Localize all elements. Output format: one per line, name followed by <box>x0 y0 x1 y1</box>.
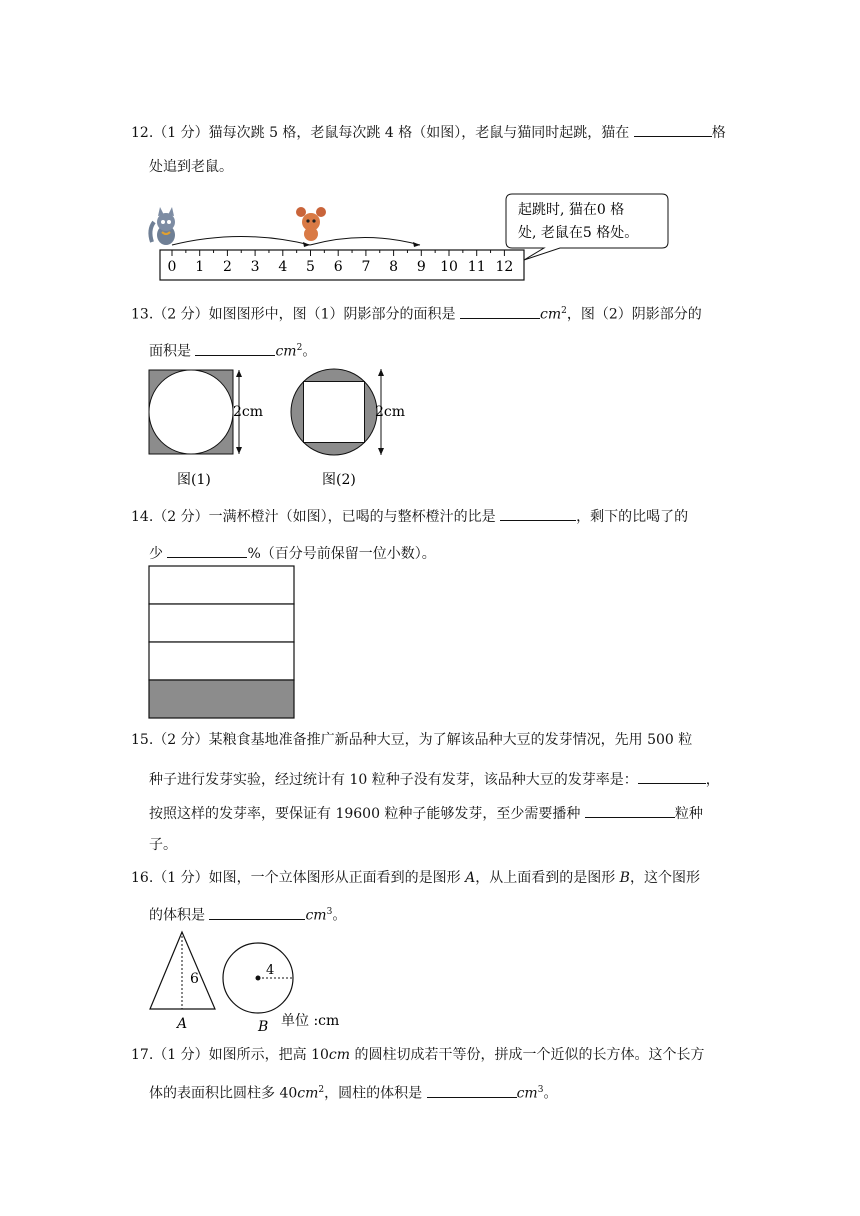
fig2-dim-label: 2cm <box>375 404 406 420</box>
ruler-tick-label: 11 <box>467 259 486 275</box>
q17-unit-2: cm <box>297 1085 319 1102</box>
q17-score: （1 分） <box>153 1047 209 1063</box>
q16-unit: cm <box>305 907 327 924</box>
q14-text-b: ，剩下的比喝了的 <box>576 509 689 525</box>
mouse-jump-arc <box>310 238 420 246</box>
cup-segment-shaded <box>149 680 294 718</box>
q17-text-b: 的圆柱切成若干等份，拼成一个近似的长方体。这个长方 <box>350 1047 705 1063</box>
q15-text-b: 种子进行发芽实验，经过统计有 10 粒种子没有发芽，该品种大豆的发芽率是： <box>149 772 638 788</box>
q13-line1 <box>131 301 702 325</box>
ruler-tick-label: 2 <box>222 259 232 275</box>
q17-text-c: 体的表面积比圆柱多 40 <box>149 1085 298 1102</box>
q16-line2 <box>149 902 346 926</box>
q17-sup-2: 2 <box>318 1085 325 1095</box>
q13-text-d: 。 <box>302 343 317 360</box>
ruler-tick-label: 1 <box>195 259 205 275</box>
cup-segment-3 <box>149 642 294 680</box>
q17-text-e: 。 <box>543 1085 558 1102</box>
q16-text-a: 如图，一个立体图形从正面看到的是图形 <box>208 870 466 886</box>
mouse-icon <box>296 207 326 241</box>
q16-text-d: 的体积是 <box>149 907 210 924</box>
q14-score: （2 分） <box>153 509 209 525</box>
q12-text-a: 猫每次跳 5 格，老鼠每次跳 4 格（如图），老鼠与猫同时起跳，猫在 <box>208 125 634 141</box>
q13-answer-blank-1[interactable] <box>460 302 540 319</box>
q13-unit-sup-1: 2 <box>561 306 567 316</box>
q12-ruler-figure <box>140 192 680 287</box>
q13-number: 13. <box>131 306 154 323</box>
ruler-tick-label: 10 <box>440 259 458 275</box>
q12-text-c: 处追到老鼠。 <box>149 159 233 175</box>
q17-text-a: 如图所示，把高 10 <box>208 1047 329 1063</box>
q12-answer-blank[interactable] <box>634 120 712 137</box>
q15-number: 15. <box>131 732 154 748</box>
cup-segment-1 <box>149 566 294 604</box>
unit-note: 单位 :cm <box>281 1013 340 1029</box>
q15-text-d: 按照这样的发芽率，要保证有 19600 粒种子能够发芽，至少需要播种 <box>149 806 585 822</box>
figure-b-label: B <box>258 1019 269 1035</box>
ruler-tick-label: 12 <box>495 259 514 275</box>
q16-text-e: 。 <box>332 907 347 924</box>
q16-unit-sup: 3 <box>326 907 333 917</box>
q14-line2 <box>149 541 436 564</box>
q17-unit-1: cm <box>328 1047 351 1063</box>
q16-var-a: A <box>465 870 476 886</box>
ruler-tick-label: 4 <box>278 259 288 275</box>
fig1-caption: 图(1) <box>177 472 211 488</box>
q17-line2 <box>149 1080 557 1104</box>
q12-line1 <box>131 120 726 143</box>
cat-icon <box>150 207 175 245</box>
q16-score: （1 分） <box>153 870 209 886</box>
q15-answer-blank-2[interactable] <box>585 801 675 818</box>
cone-height-label: 6 <box>190 971 199 987</box>
q14-answer-blank-1[interactable] <box>500 504 576 521</box>
q13-score: （2 分） <box>153 306 209 323</box>
ruler-tick-label: 9 <box>416 259 426 275</box>
ruler-tick-label: 6 <box>333 259 343 275</box>
callout-line2: 处, 老鼠在5 格处。 <box>518 225 639 241</box>
q13-unit-sup-2: 2 <box>296 343 303 353</box>
q13-text-c: 面积是 <box>149 343 196 360</box>
q13-line2 <box>149 338 316 362</box>
q14-line1 <box>131 504 688 527</box>
q12-number: 12. <box>131 125 154 141</box>
q13-unit-2: cm <box>275 343 297 360</box>
circle-radius-label: 4 <box>266 963 275 978</box>
q14-answer-blank-2[interactable] <box>167 541 247 558</box>
q13-figures <box>145 366 425 491</box>
fig1-circle <box>149 370 233 454</box>
q14-text-a: 一满杯橙汁（如图），已喝的与整杯橙汁的比是 <box>208 509 501 525</box>
q14-number: 14. <box>131 509 154 525</box>
q17-text-d: ，圆柱的体积是 <box>324 1085 427 1102</box>
ruler-tick-label: 8 <box>389 259 399 275</box>
ruler-tick-label: 3 <box>250 259 260 275</box>
q16-text-b: ，从上面看到的是图形 <box>475 870 620 886</box>
cat-jump-arc <box>172 237 310 246</box>
q16-var-b: B <box>619 870 630 886</box>
q15-score: （2 分） <box>153 732 209 748</box>
q16-line1 <box>131 868 700 888</box>
q15-text-c: ， <box>705 772 720 788</box>
figure-a-label: A <box>177 1016 188 1032</box>
q13-text-b: ，图（2）阴影部分的 <box>566 306 702 323</box>
q17-sup-3: 3 <box>537 1085 544 1095</box>
q15-line3 <box>149 801 703 824</box>
cup-segment-2 <box>149 604 294 642</box>
q14-text-c: 少 <box>149 546 168 562</box>
q15-answer-blank-1[interactable] <box>638 767 706 784</box>
ruler-tick-label: 7 <box>361 259 371 275</box>
q16-answer-blank[interactable] <box>209 903 305 920</box>
q12-line2 <box>149 157 233 177</box>
q17-line1 <box>131 1045 704 1065</box>
q16-figures <box>145 928 365 1036</box>
q17-answer-blank[interactable] <box>427 1081 517 1098</box>
fig1-dim-label: 2cm <box>233 404 264 420</box>
q12-text-b: 格 <box>711 125 726 141</box>
q13-unit-1: cm <box>539 306 562 323</box>
q15-text-a: 某粮食基地准备推广新品种大豆，为了解该品种大豆的发芽情况，先用 500 粒 <box>208 732 693 748</box>
q13-text-a: 如图图形中，图（1）阴影部分的面积是 <box>208 306 460 323</box>
q15-line4 <box>149 835 177 855</box>
q14-juice-cup <box>148 565 298 720</box>
fig2-caption: 图(2) <box>322 472 356 488</box>
q15-text-f: 子。 <box>149 837 177 853</box>
callout-line1: 起跳时, 猫在0 格 <box>518 202 625 218</box>
q16-text-c: ，这个图形 <box>629 870 700 886</box>
q15-line2 <box>149 767 720 790</box>
q17-unit-3: cm <box>516 1085 538 1102</box>
ruler-tick-label: 5 <box>306 259 315 275</box>
q16-number: 16. <box>131 870 154 886</box>
q15-line1 <box>131 730 692 750</box>
fig2-square <box>304 382 365 443</box>
q13-answer-blank-2[interactable] <box>195 339 275 356</box>
q12-score: （1 分） <box>153 125 209 141</box>
q15-text-e: 粒种 <box>674 806 703 822</box>
q17-number: 17. <box>131 1047 154 1063</box>
ruler-tick-label: 0 <box>167 259 177 275</box>
q14-text-d: %（百分号前保留一位小数）。 <box>247 546 436 562</box>
